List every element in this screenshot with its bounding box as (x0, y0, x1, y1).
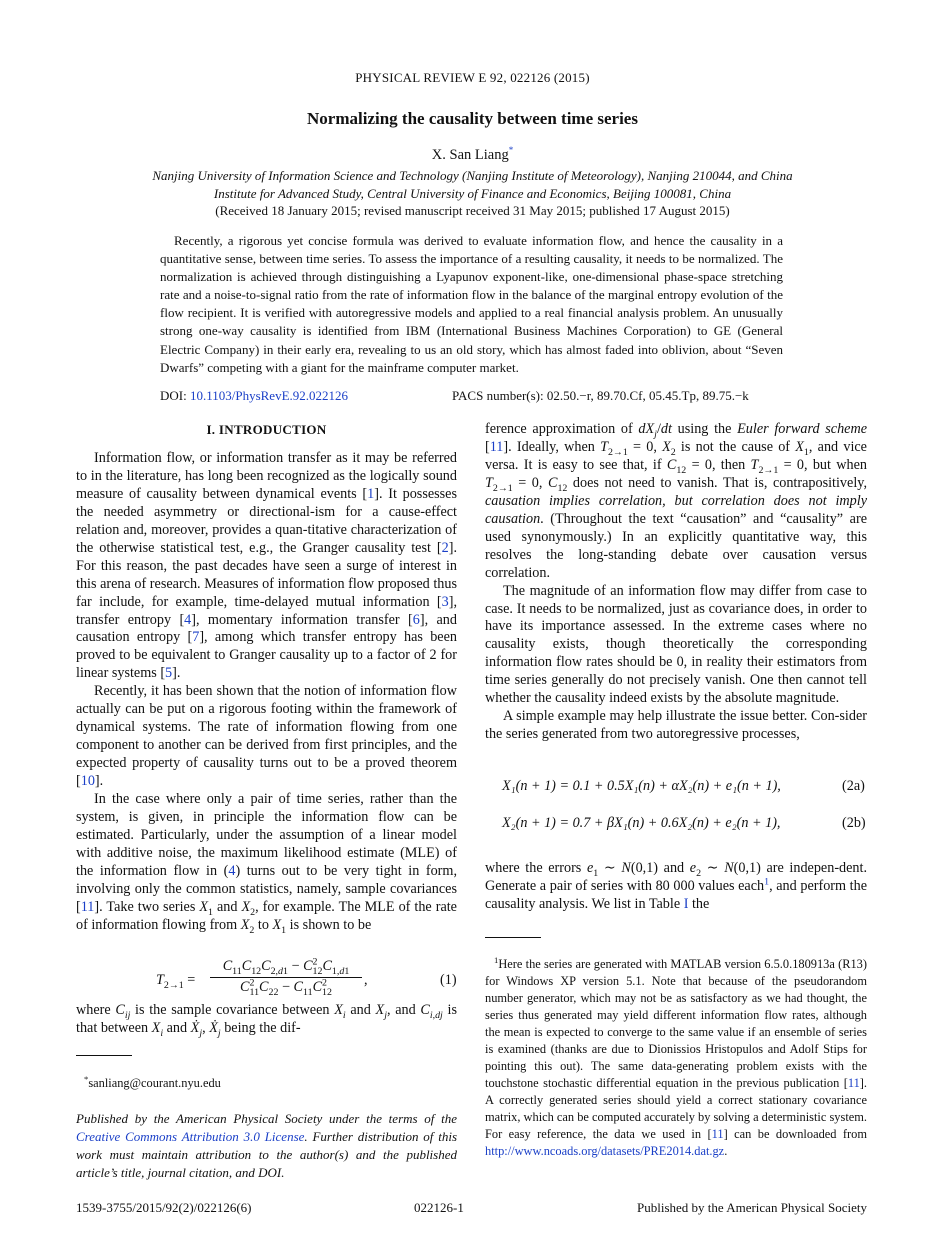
paragraph: Recently, it has been shown that the notion of information flow actually can be put on a rigorous footing within the framework of dynamical systems. The rate of information flowing from one component to another can be derived from first principles, and the expected property of causality turns out to be a proved theorem [10]. (76, 683, 457, 790)
paragraph: ference approximation of $dX_j/dt$ using the Euler forward scheme [11]. Ideally, when $T_{2\to 1} = 0$, $X_2$ is not the cause of $X_1$, and vice versa. It is easy to see that, if $C_{12} = 0$, then $T_{2\to 1} = 0$, but when $T_{2\to 1} = 0$, $C_{12}$ does not need to vanish. That is, contrapositively, causation implies correlation, but correlation does not imply causation. (Throughout the text “causation” and “causality” are used synonymously.) In an explicitly quantitative way, this resolves the long-standing debate over causation versus correlation. (485, 421, 868, 581)
citation-link[interactable]: 11 (80, 898, 95, 915)
affiliation: Nanjing University of Information Science and Technology (Nanjing Institute of Meteorology), Nanjing 210044, and China Institute for Advanced Study, Central University of Finance and Economics, Beijing 100081, China (152, 168, 793, 201)
footnote-divider (485, 937, 541, 938)
paragraph: where the errors $e_1$ ∼ N(0,1) and $e_2$ ∼ N(0,1) are indepen-dent. Generate a pair of series with 80 000 values each$^1$, and perform the causality analysis. We list in Table I the (485, 860, 868, 912)
license-text: Published by the American Physical Society under the terms of the (76, 1111, 457, 1126)
equation-2a-number: (2a) (842, 778, 865, 794)
citation-link[interactable]: 5 (165, 665, 173, 682)
footnote-text: ]. A correctly generated series should yield a correct stationary covariance matrix, which can be computed accurately by solving a deterministic system. For easy reference, the data we used in [ (485, 1076, 867, 1141)
doi-line (160, 388, 348, 404)
license-link[interactable]: Creative Commons Attribution 3.0 License (76, 1129, 305, 1144)
equation-2a: X₁(n + 1) = 0.1 + 0.5X₁(n) + αX₂(n) + e₁(n + 1), (502, 778, 781, 794)
paragraph: where $C_{ij}$ is the sample covariance between $X_i$ and $X_j$, and $C_{i,dj}$ is that between $X_i$ and Ẋ$_j$, Ẋ$_j$ being the dif- (76, 1002, 457, 1039)
equation-2b-number: (2b) (842, 815, 866, 831)
footnote-text: ] can be downloaded from (723, 1127, 867, 1141)
equation-1-lhs: T (156, 972, 164, 988)
citation-link[interactable]: 6 (412, 611, 420, 628)
citation-link[interactable]: 11 (489, 438, 504, 455)
doi-link[interactable]: 10.1103/PhysRevE.92.022126 (189, 388, 349, 403)
citation-link[interactable]: 11 (711, 1127, 724, 1141)
footnote-text: . (724, 1144, 728, 1158)
footnote-1-number: 1 (494, 954, 499, 965)
citation-link[interactable]: 4 (184, 611, 192, 628)
received-dates: (Received 18 January 2015; revised manuscript received 31 May 2015; published 17 August 2015) (215, 203, 730, 218)
footer-page-number: 022126-1 (414, 1200, 464, 1215)
citation-link[interactable]: 2 (441, 539, 449, 556)
footer-issn: 1539-3755/2015/92(2)/022126(6) (76, 1200, 252, 1215)
footer-publisher: Published by the American Physical Society (637, 1200, 867, 1215)
citation-link[interactable]: 10 (80, 773, 95, 790)
pacs-numbers: PACS number(s): 02.50.−r, 89.70.Cf, 05.45.Tp, 89.75.−k (452, 388, 749, 403)
right-column-continued (485, 860, 867, 914)
paragraph: Information flow, or information transfer as it may be referred to in the literature, has long been recognized as the logically sound measure of causality between dynamical events [1]. It possesses the needed asymmetry or directional-ism for a cause-effect relation and, moreover, provides a quan-titative characterization of the otherwise statistical test, e.g., the Granger causality test [2]. For this reason, the past decades have seen a surge of interest in this arena of research. Measures of information flow proposed thus far include, for example, time-delayed mutual information [3], transfer entropy [4], momentary information transfer [6], and causation entropy [7], among which transfer entropy has been proved to be equivalent to Granger causality up to a factor of 2 for linear systems [5]. (76, 449, 457, 682)
author-email[interactable]: sanliang@courant.nyu.edu (88, 1076, 221, 1090)
right-column (485, 421, 867, 744)
author-line (0, 147, 945, 164)
citation-link[interactable]: 1 (367, 485, 375, 502)
doi-label: DOI: (160, 388, 187, 403)
left-column (76, 421, 457, 935)
equation-link[interactable]: 4 (228, 862, 236, 879)
paragraph: A simple example may help illustrate the issue better. Con-sider the series generated from two autoregressive processes, (485, 708, 867, 743)
dataset-url-link[interactable]: http://www.ncoads.org/datasets/PRE2014.dat.gz (485, 1144, 725, 1158)
abstract: Recently, a rigorous yet concise formula was derived to evaluate information flow, and hence the causality in a quantitative sense, between time series. To assess the importance of a resulting causality, it needs to be normalized. The normalization is achieved through distinguishing a Lyapunov exponent-like, one-dimensional phase-space stretching rate and a noise-to-signal ratio from the rate of information flow in the balance of the marginal entropy evolution of the flow recipient. It is verified with autoregressive models and applied to a real financial analysis problem. An unusually strong one-way causality is identified from IBM (International Business Machines Corporation) to GE (General Electric Company) in their early era, revealing to us an old story, which has almost faded into oblivion, about “Seven Dwarfs” competing with a giant for the mainframe computer market. (160, 233, 783, 375)
email-footnote: *sanliang@courant.nyu.edu (84, 1073, 221, 1090)
footnote-text: Here the series are generated with MATLAB version 6.5.0.180913a (R13) for Windows XP version 5.1. Note that because of the pseudorandom number generator, which may not be as satisfactory as we had thought, the series thus generated may yield different information flow rates, although the mean is expected to converge to the same value if an ensemble of series is examined (thanks are due to Dionissios Hristopulos and Adolf Stips for pointing this out). The same data-generating problem exists with the touchstone stochastic differential equation in the previous publication [ (485, 957, 867, 1090)
license-statement (76, 1110, 457, 1182)
footnote-1 (485, 956, 867, 1160)
citation-link[interactable]: 11 (847, 1076, 860, 1090)
paper-title: Normalizing the causality between time series (307, 109, 638, 128)
citation-link[interactable]: 3 (441, 593, 449, 610)
equation-1-number: (1) (440, 972, 457, 988)
license-text: . Further distribution of this work must maintain attribution to the author(s) and the published article’s title, journal citation, and DOI. (76, 1129, 457, 1180)
footnote-1-mark[interactable]: 1 (764, 876, 770, 888)
section-heading: I. INTRODUCTION (206, 422, 327, 437)
author-name: X. San Liang (431, 147, 509, 163)
author-footnote-mark[interactable]: * (508, 145, 514, 156)
table-link[interactable]: I (683, 895, 689, 912)
journal-reference: PHYSICAL REVIEW E 92, 022126 (2015) (355, 70, 590, 85)
paragraph: The magnitude of an information flow may differ from case to case. It needs to be normalized, just as covariance does, in order to have its importance assessed. In the extreme cases where no causality exists, though theoretically the corresponding information flow rates should be 0, in reality their estimators from time series generally do not precisely vanish. One then cannot tell whether the causality indeed exists by the absolute magnitude. (485, 582, 867, 707)
citation-link[interactable]: 7 (192, 629, 200, 646)
left-column-continued (76, 1002, 457, 1038)
paragraph: In the case where only a pair of time series, rather than the system, is given, in principle the information flow can be estimated. Particularly, under the assumption of a linear model with additive noise, the maximum likelihood estimate (MLE) of the information flow in (4) turns out to be very tight in form, involving only the common statistics, namely, sample covariances [11]. Take two series $X_1$ and $X_2$, for example. The MLE of the rate of information flowing from $X_2$ to $X_1$ is shown to be (76, 791, 457, 936)
equation-2b: X₂(n + 1) = 0.7 + βX₁(n) + 0.6X₂(n) + e₂(n + 1), (502, 815, 781, 831)
footnote-divider (76, 1055, 132, 1056)
